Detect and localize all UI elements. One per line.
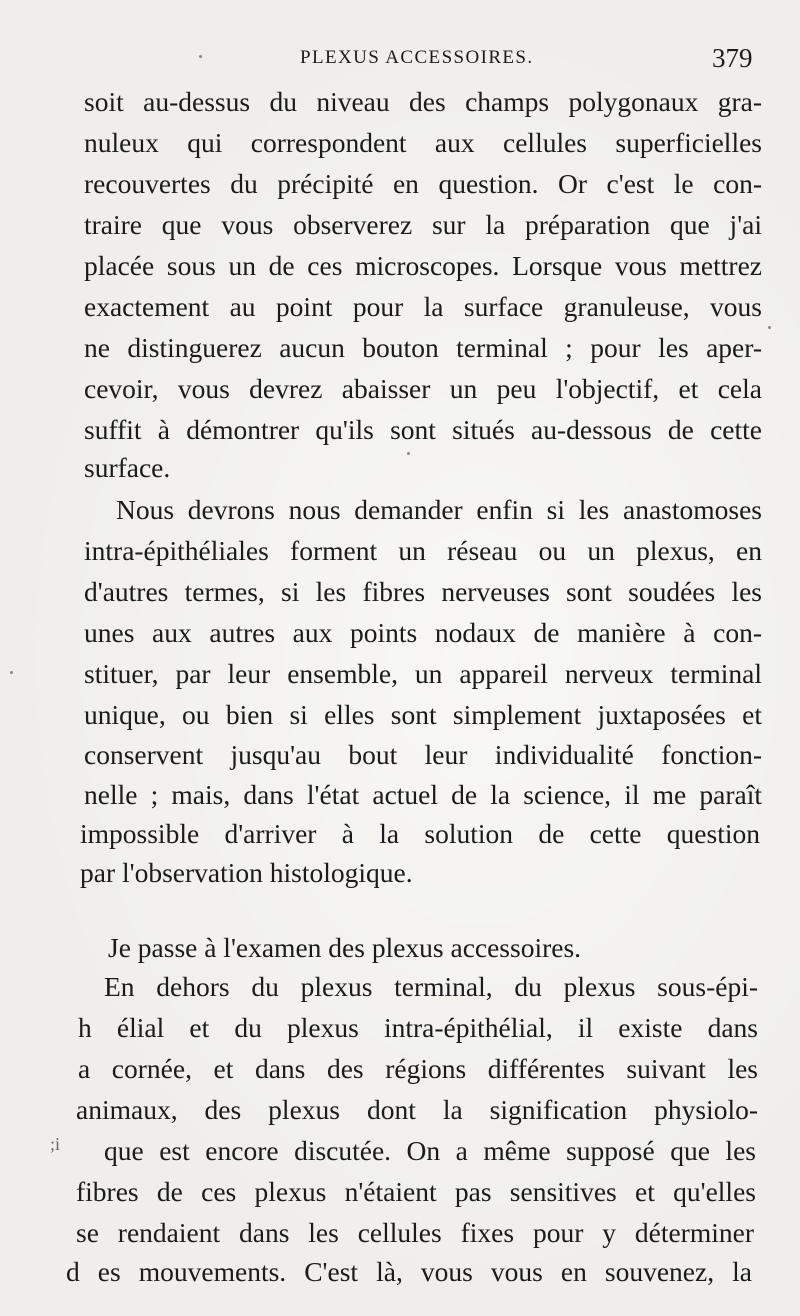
text-line: stituer, par leur ensemble, un appareil nerveux terminal bbox=[84, 658, 762, 689]
text-line: d'autres termes, si les fibres nerveuses sont soudées les bbox=[84, 576, 762, 607]
text-line: que est encore discutée. On a même supposé que les bbox=[104, 1135, 756, 1166]
text-line: traire que vous observerez sur la préparation que j'ai bbox=[84, 209, 762, 240]
text-line: ne distinguerez aucun bouton terminal ; pour les aper- bbox=[84, 332, 762, 363]
paragraph-first-line: Nous devrons nous demander enfin si les anastomoses bbox=[116, 494, 762, 525]
paper-speck bbox=[10, 671, 13, 674]
text-line: conservent jusqu'au bout leur individualité fonction- bbox=[84, 739, 762, 770]
paragraph-first-line: Je passe à l'examen des plexus accessoires. bbox=[108, 932, 582, 963]
paper-speck bbox=[407, 452, 410, 455]
text-line: impossible d'arriver à la solution de cette question bbox=[80, 818, 760, 849]
page-number: 379 bbox=[712, 43, 753, 73]
text-line: soit au-dessus du niveau des champs polygonaux gra- bbox=[84, 86, 762, 117]
text-line: a cornée, et dans des régions différentes suivant les bbox=[78, 1053, 758, 1084]
text-line: h élial et du plexus intra-épithélial, il existe dans bbox=[78, 1012, 758, 1043]
margin-mark: ;i bbox=[50, 1134, 61, 1154]
text-line: se rendaient dans les cellules fixes pour y déterminer bbox=[76, 1217, 754, 1248]
text-line: nuleux qui correspondent aux cellules superficielles bbox=[84, 127, 762, 158]
text-line: recouvertes du précipité en question. Or c'est le con- bbox=[84, 168, 762, 199]
text-line: exactement au point pour la surface granuleuse, vous bbox=[84, 291, 762, 322]
text-line: nelle ; mais, dans l'état actuel de la science, il me paraît bbox=[84, 779, 762, 810]
text-line: unique, ou bien si elles sont simplement juxtaposées et bbox=[84, 699, 762, 730]
running-title: PLEXUS ACCESSOIRES. bbox=[300, 47, 534, 68]
paper-speck bbox=[199, 55, 202, 58]
text-line: fibres de ces plexus n'étaient pas sensitives et qu'elles bbox=[76, 1176, 756, 1207]
text-line: par l'observation histologique. bbox=[80, 857, 413, 888]
paragraph-first-line: En dehors du plexus terminal, du plexus sous-épi- bbox=[104, 971, 758, 1002]
text-line: animaux, des plexus dont la signification physiolo- bbox=[76, 1094, 758, 1125]
text-line: cevoir, vous devrez abaisser un peu l'objectif, et cela bbox=[84, 373, 762, 404]
paper-speck bbox=[768, 326, 771, 329]
text-line: d es mouvements. C'est là, vous vous en souvenez, la bbox=[66, 1256, 752, 1287]
text-line: suffit à démontrer qu'ils sont situés au-dessous de cette bbox=[84, 414, 762, 445]
text-line: placée sous un de ces microscopes. Lorsque vous mettrez bbox=[84, 250, 762, 281]
running-head bbox=[0, 38, 800, 78]
text-line: surface. bbox=[84, 452, 171, 483]
text-line: unes aux autres aux points nodaux de manière à con- bbox=[84, 617, 762, 648]
text-line: intra-épithéliales forment un réseau ou un plexus, en bbox=[84, 535, 762, 566]
